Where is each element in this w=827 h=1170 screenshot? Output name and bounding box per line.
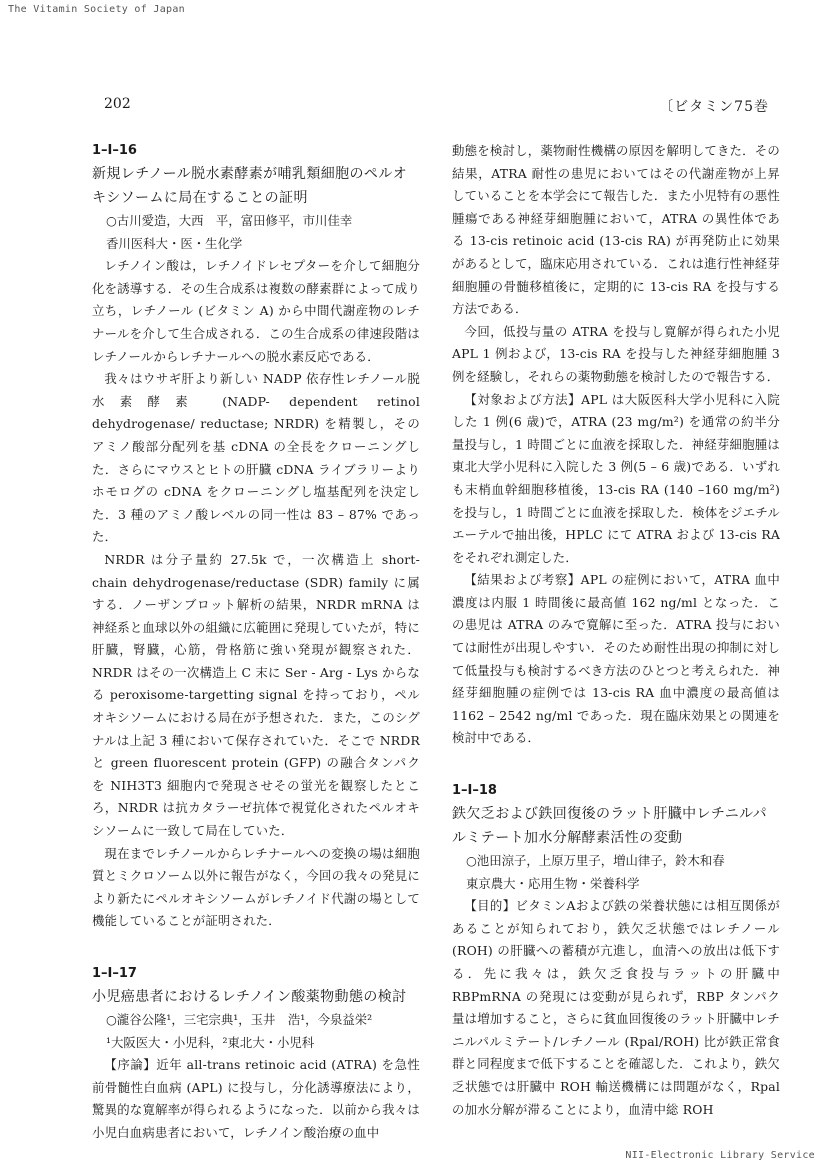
section-spacer: [452, 750, 780, 780]
abstract-paragraph: 我々はウサギ肝より新しい NADP 依存性レチノール脱水素酵素 (NADP- dependent retinol dehydrogenase/ reductase; NRDR) を精製し，そのアミノ酸部分配列を基 cDNA の全長をクローニングした．さらにマウスとヒトの肝臓 cDNA ライブラリーよりホモログの cDNA をクローニングし塩基配列を決定した．3 種のアミノ酸レベルの同一性は 83 – 87% であった．: [92, 371, 420, 545]
abstract-paragraph: 動態を検討し，薬物耐性機構の原因を解明してきた．その結果，ATRA 耐性の患児においてはその代謝産物が上昇していることを本学会にて報告した．また小児特有の悪性腫瘍である神経芽細胞腫において，ATRA の異性体である 13-cis retinoic acid (13-cis RA) が再発防止に効果があるとして，臨床応用されている．これは進行性神経芽細胞腫の骨髄移植後に，定期的に 13-cis RA を投与する方法である．: [452, 143, 780, 317]
abstract-paragraph: 【目的】ビタミンAおよび鉄の栄養状態には相互関係があることが知られており，鉄欠乏状態ではレチノール (ROH) の肝臓への蓄積が亢進し，血清への放出は低下する．先に我々は，鉄欠乏食投与ラットの肝臓中 RBPmRNA の発現には変動が見られず，RBP タンパク量は増加すること，さらに貧血回復後のラット肝臓中レチニルパルミテート/レチノール (Rpal/ROH) 比が鉄正常食群と同程度まで低下することを確認した．これより，鉄欠乏状態では肝臓中 ROH 輸送機構には問題がなく，Rpal の加水分解が滞ることにより，血清中総 ROH: [452, 898, 780, 1117]
abstract-affiliation: ¹大阪医大・小児科，²東北大・小児科: [106, 1034, 315, 1050]
page-number: 202: [104, 96, 131, 112]
abstract-title: 新規レチノール脱水素酵素が哺乳類細胞のペルオキシソームに局在することの証明: [92, 166, 408, 206]
abstract-affiliation: 香川医科大・医・生化学: [106, 235, 243, 251]
abstract-authors: ○池田涼子，上原万里子，増山律子，鈴木和春: [466, 853, 725, 869]
abstract-paragraph: 【対象および方法】APL は大阪医科大学小児科に入院した 1 例(6 歳)で，ATRA (23 mg/m²) を通常の約半分量投与し，1 時間ごとに血液を採取した．神経芽細胞腫は東北大学小児科に入院した 3 例(5 – 6 歳)である．いずれも末梢血幹細胞移植後，13-cis RA (140 –160 mg/m²) を投与し，1 時間ごとに血液を採取した．検体をジエチルエーテルで抽出後，HPLC にて ATRA および 13-cis RA をそれぞれ測定した．: [452, 391, 780, 565]
abstract-paragraph: NRDR は分子量約 27.5k で，一次構造上 short-chain dehydrogenase/reductase (SDR) family に属する．ノーザンブロット解析の結果，NRDR mRNA は神経系と血球以外の組織に広範囲に発現していたが，特に肝臓，腎臓，心筋，骨格筋に強い発現が観察された．NRDR はその一次構造上 C 末に Ser - Arg - Lys からなる peroxisome-targetting signal を持っており，ペルオキシソームにおける局在が予想された．また，このシグナルは上記 3 種において保存されていた．そこで NRDR と green fluorescent protein (GFP) の融合タンパクを NIH3T3 細胞内で発現させその蛍光を観察したところ，NRDR は抗カタラーゼ抗体で視覚化されたペルオキシソームに一致して局在していた．: [92, 551, 420, 839]
abstract-title: 鉄欠乏および鉄回復後のラット肝臓中レチニルパルミテート加水分解酵素活性の変動: [452, 806, 767, 847]
right-column: [452, 140, 780, 1121]
watermark-bottom: NII-Electronic Library Service: [625, 1150, 815, 1161]
abstract-id: 1–I–16: [92, 143, 137, 158]
left-column: [92, 140, 420, 1145]
abstract-id: 1–I–18: [452, 783, 497, 799]
abstract-paragraph: 【序論】近年 all-trans retinoic acid (ATRA) を急性前骨髄性白血病 (APL) に投与し，分化誘導療法により，驚異的な寛解率が得られるようになった．以前から我々は小児白血病患者において，レチノイン酸治療の血中: [92, 1057, 420, 1140]
abstract-affiliation: 東京農大・応用生物・栄養科学: [466, 875, 640, 891]
abstract-paragraph: 現在までレチノールからレチナールへの変換の場は細胞質とミクロソーム以外に報告がなく，今回の我々の発見により新たにペルオキシソームがレチノイド代謝の場として機能していることが証明された．: [92, 845, 420, 929]
watermark-top: The Vitamin Society of Japan: [8, 4, 185, 15]
abstract-title: 小児癌患者におけるレチノイン酸薬物動態の検討: [92, 989, 407, 1005]
journal-header: 〔ビタミン75巻: [659, 99, 769, 115]
abstract-paragraph: 今回，低投与量の ATRA を投与し寛解が得られた小児 APL 1 例および，13-cis RA を投与した神経芽細胞腫 3 例を経験し，それらの薬物動態を検討したので報告する．: [452, 323, 780, 384]
section-spacer: [92, 933, 420, 963]
abstract-authors: ○古川愛造，大西 平，富田修平，市川佳幸: [106, 213, 353, 228]
abstract-paragraph: 【結果および考察】APL の症例において，ATRA 血中濃度は内服 1 時間後に最高値 162 ng/ml となった．この患児は ATRA のみで寛解に至った．ATRA 投与においては耐性が出現しやすい．そのため耐性出現の抑制に対して低量投与も検討するべき方法のひとつと考えられた．神経芽細胞腫の症例では 13-cis RA 血中濃度の最高値は 1162 – 2542 ng/ml であった．現在臨床効果との関連を検討中である．: [452, 572, 780, 746]
abstract-authors: ○瀧谷公隆¹，三宅宗典¹，玉井 浩¹，今泉益栄²: [106, 1012, 373, 1027]
abstract-id: 1–I–17: [92, 966, 137, 981]
abstract-paragraph: レチノイン酸は，レチノイドレセプターを介して細胞分化を誘導する．その生合成系は複数の酵素群によって成り立ち，レチノール (ビタミン A) から中間代謝産物のレチナールを介して生合成される．この生合成系の律速段階はレチノールからレチナールへの脱水素反応である．: [92, 258, 420, 364]
